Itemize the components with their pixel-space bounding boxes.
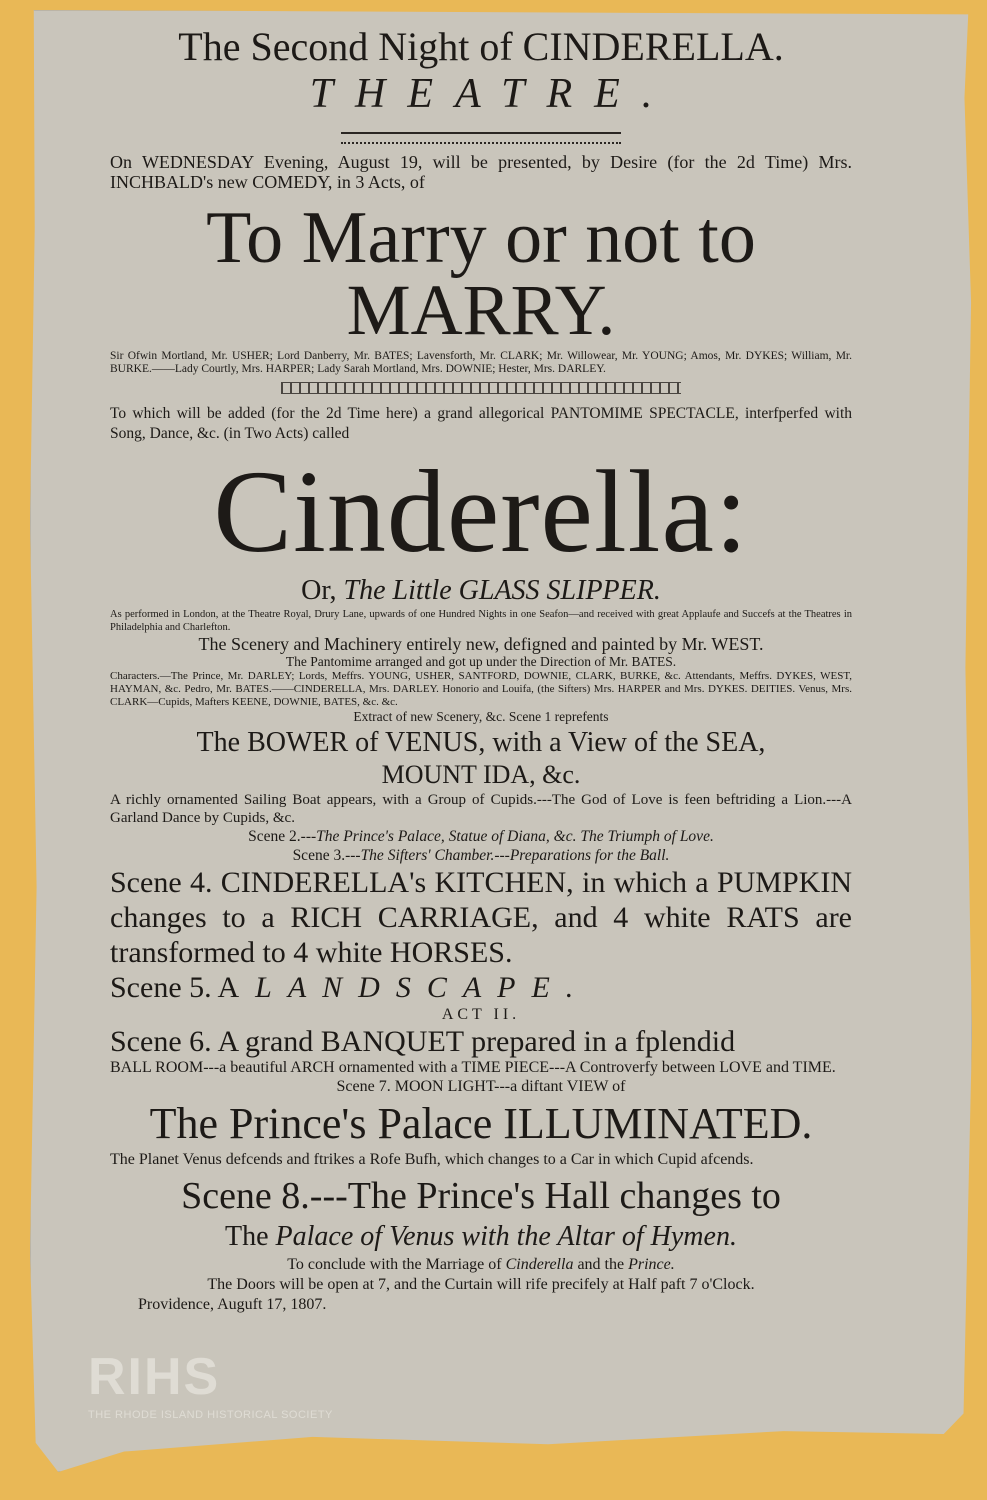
comedy-intro: On WEDNESDAY Evening, August 19, will be presented, by Desire (for the 2d Time) Mrs. INCHBALD's new COMEDY, in 3 Acts, of [110, 152, 852, 192]
door-times: The Doors will be open at 7, and the Curtain will rife precifely at Half paft 7 o'Clock. [207, 1276, 755, 1293]
ornament-border [281, 382, 681, 394]
scenery-credit: The Scenery and Machinery entirely new, defigned and painted by Mr. WEST. [198, 634, 764, 654]
scene3 [110, 846, 852, 865]
rihs-logo: RIHS [88, 1348, 221, 1406]
act-two-heading: ACT II. [441, 1006, 521, 1023]
comedy-title-line1: To Marry or not to [206, 197, 756, 279]
headline: The Second Night of CINDERELLA. [178, 24, 784, 69]
scene5 [110, 970, 852, 1006]
conclusion-prince: Prince. [628, 1256, 675, 1273]
palace-of-venus [110, 1219, 852, 1255]
scene7: Scene 7. MOON LIGHT---a diftant VIEW of [336, 1078, 626, 1095]
scene8: Scene 8.---The Prince's Hall changes to [181, 1175, 781, 1217]
theatre-heading: THEATRE. [309, 71, 675, 117]
conclusion-mid: and the [577, 1256, 625, 1273]
conclusion-pre: To conclude with the Marriage of [287, 1256, 502, 1273]
rihs-org-name: THE RHODE ISLAND HISTORICAL SOCIETY [88, 1409, 333, 1421]
conclusion-cinderella: Cinderella [505, 1256, 574, 1273]
subtitle-or: Or, [301, 575, 337, 606]
playbill [110, 24, 852, 1315]
scene4: Scene 4. CINDERELLA's KITCHEN, in which a PUMPKIN changes to a RICH CARRIAGE, and 4 white RATS are transformed to 4 white HORSES. [110, 866, 852, 969]
pantomime-title: Cinderella: [213, 446, 749, 577]
palace-text: Palace of Venus with the Altar of Hymen. [275, 1221, 737, 1252]
palace-the: The [225, 1221, 269, 1252]
palace-illuminated: The Prince's Palace ILLUMINATED. [149, 1099, 813, 1148]
comedy-title-line2: MARRY. [346, 270, 616, 350]
scene6-banquet: Scene 6. A grand BANQUET prepared in a fplendid [110, 1025, 736, 1058]
scene1-bower: The BOWER of VENUS, with a View of the SEA, [196, 727, 766, 758]
direction-credit: The Pantomime arranged and got up under the Direction of Mr. BATES. [285, 654, 677, 669]
scenery-extract: Extract of new Scenery, &c. Scene 1 reprefents [353, 709, 609, 724]
scene1-description: A richly ornamented Sailing Boat appears, with a Group of Cupids.---The God of Love is feen beftriding a Lion.---A Garland Dance by Cupids, &c. [110, 792, 852, 826]
performance-history: As performed in London, at the Theatre Royal, Drury Lane, upwards of one Hundred Nights in one Seafon—and received with great Applaufe and Succefs at the Theatres in Philadelphia and Charlefton. [110, 609, 852, 633]
subtitle-glass-slipper: The Little GLASS SLIPPER. [343, 575, 661, 606]
pantomime-subtitle [110, 574, 852, 608]
scene6-ballroom: BALL ROOM---a beautiful ARCH ornamented with a TIME PIECE---A Controverfy between LOVE and TIME. [110, 1059, 836, 1076]
scene5-label: Scene 5. A [110, 971, 240, 1004]
rihs-watermark [88, 1345, 348, 1455]
conclusion [110, 1255, 852, 1275]
comedy-cast: Sir Ofwin Mortland, Mr. USHER; Lord Danberry, Mr. BATES; Lavensforth, Mr. CLARK; Mr. Willowear, Mr. YOUNG; Amos, Mr. DYKES; William, Mr. BURKE.——Lady Courtly, Mrs. HARPER; Lady Sarah Mortland, Mrs. DOWNIE; Hester, Mrs. DARLEY. [110, 350, 852, 375]
pantomime-intro: To which will be added (for the 2d Time here) a grand allegorical PANTOMIME SPECTACLE, interfperfed with Song, Dance, &c. (in Two Acts) called [110, 405, 852, 442]
scene2-label: Scene 2.--- [248, 828, 317, 845]
dateline: Providence, Auguft 17, 1807. [138, 1296, 327, 1313]
scene1-mount-ida: MOUNT IDA, &c. [381, 760, 581, 789]
planet-venus: The Planet Venus defcends and ftrikes a Rofe Bufh, which changes to a Car in which Cupid afcends. [110, 1151, 754, 1168]
scene3-label: Scene 3.--- [292, 847, 361, 864]
character-list: Characters.—The Prince, Mr. DARLEY; Lords, Meffrs. YOUNG, USHER, SANTFORD, DOWNIE, CLARK, BURKE, &c. Attendants, Meffrs. DYKES, WEST, HAYMAN, &c. Pedro, Mr. BATES.——CINDERELLA, Mrs. DARLEY. Honorio and Louifa, (the Sifters) Mrs. HARPER and Mrs. DYKES. DEITIES. Venus, Mrs. CLARK—Cupids, Mafters KEENE, DOWNIE, BATES, &c. &c. [110, 670, 852, 708]
scene2-text: The Prince's Palace, Statue of Diana, &c. The Triumph of Love. [316, 828, 714, 845]
scene3-text: The Sifters' Chamber.---Preparations for the Ball. [360, 847, 670, 864]
scene5-landscape: LANDSCAPE. [255, 971, 590, 1004]
ornamental-rule [341, 132, 621, 144]
scene2 [110, 827, 852, 846]
